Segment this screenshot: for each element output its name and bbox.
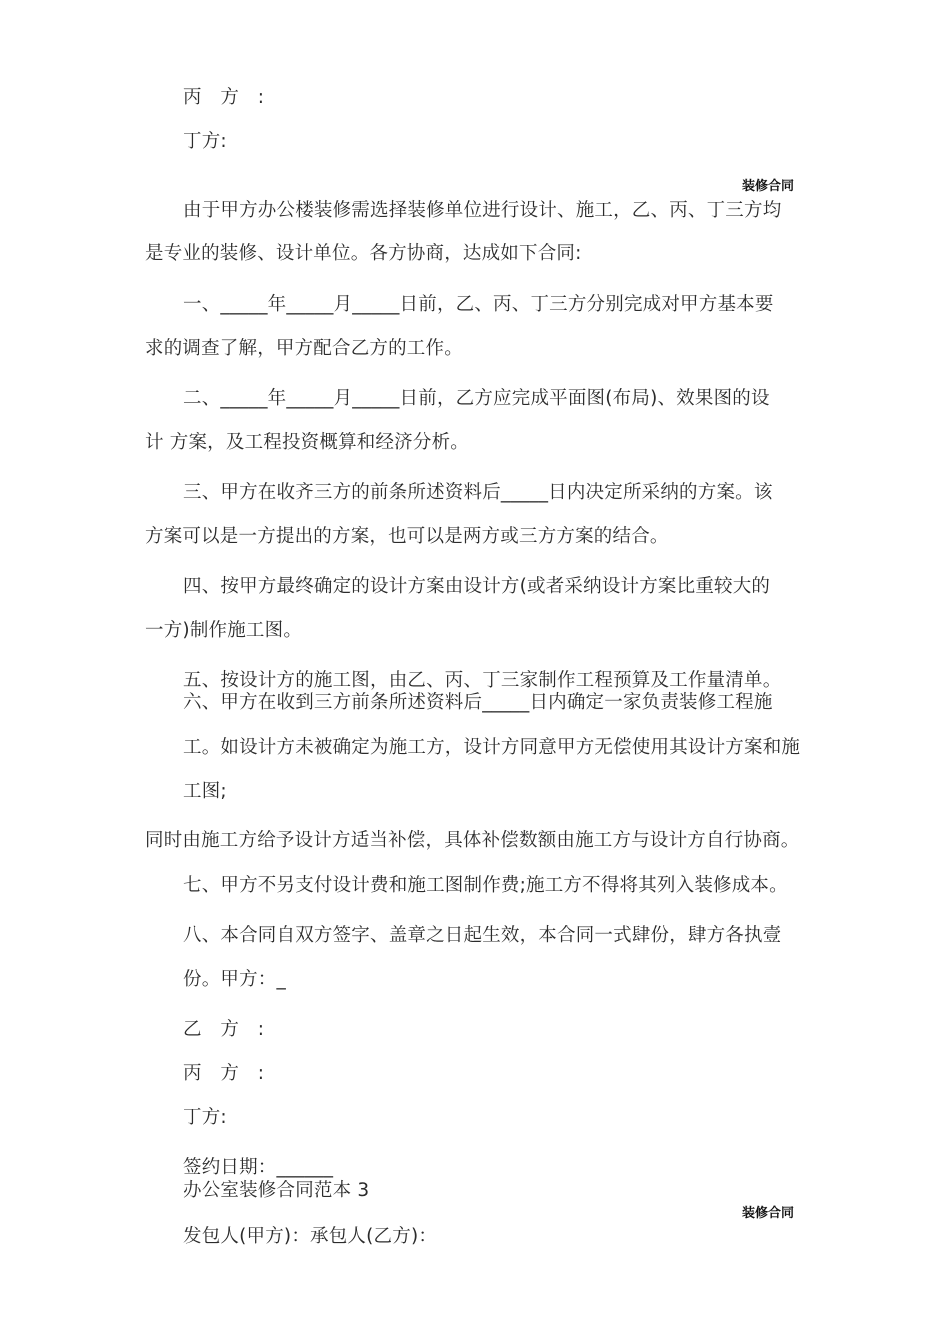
paragraph-line: 由于甲方办公楼装修需选择装修单位进行设计、施工，乙、丙、丁三方均: [183, 200, 782, 221]
clause-6-cont: 工。如设计方未被确定为施工方，设计方同意甲方无偿使用其设计方案和施: [183, 737, 801, 758]
clause-3-cont: 方案可以是一方提出的方案，也可以是两方或三方方案的结合。: [145, 526, 669, 547]
running-header: 装修合同: [742, 1206, 795, 1221]
clause-4: 四、按甲方最终确定的设计方案由设计方(或者采纳设计方案比重较大的: [183, 576, 771, 597]
party-c-label: 丙 方 :: [183, 1063, 265, 1084]
clause-8-cont: 份。甲方：_: [183, 969, 286, 990]
paragraph-line: 是专业的装修、设计单位。各方协商，达成如下合同:: [145, 243, 582, 264]
party-b-label: 乙 方 :: [183, 1019, 265, 1040]
clause-5: 五、按设计方的施工图，由乙、丙、丁三家制作工程预算及工作量清单。: [183, 670, 782, 691]
signing-date: 签约日期：______: [183, 1157, 334, 1178]
clause-4-cont: 一方)制作施工图。: [145, 620, 303, 641]
party-d-label: 丁方:: [183, 131, 227, 152]
party-d-label: 丁方:: [183, 1107, 227, 1128]
running-header: 装修合同: [742, 179, 795, 194]
clause-8: 八、本合同自双方签字、盖章之日起生效，本合同一式肆份，肆方各执壹: [183, 925, 782, 946]
clause-2-cont: 计 方案，及工程投资概算和经济分析。: [145, 432, 469, 453]
clause-6-cont: 工图;: [183, 781, 227, 802]
clause-6: 六、甲方在收到三方前条所述资料后_____日内确定一家负责装修工程施: [183, 692, 773, 713]
party-c-label: 丙 方 :: [183, 87, 265, 108]
clause-3: 三、甲方在收齐三方的前条所述资料后_____日内决定所采纳的方案。该: [183, 482, 773, 503]
clause-6-cont: 同时由施工方给予设计方适当补偿，具体补偿数额由施工方与设计方自行协商。: [145, 830, 800, 851]
clause-7: 七、甲方不另支付设计费和施工图制作费;施工方不得将其列入装修成本。: [183, 875, 788, 896]
parties-line: 发包人(甲方)：承包人(乙方)：: [183, 1226, 438, 1247]
section-title: 办公室装修合同范本 3: [183, 1180, 370, 1201]
clause-2: 二、_____年_____月_____日前，乙方应完成平面图(布局)、效果图的设: [183, 388, 770, 409]
clause-1-cont: 求的调查了解，甲方配合乙方的工作。: [145, 338, 463, 359]
clause-1: 一、_____年_____月_____日前，乙、丙、丁三方分别完成对甲方基本要: [183, 294, 774, 315]
